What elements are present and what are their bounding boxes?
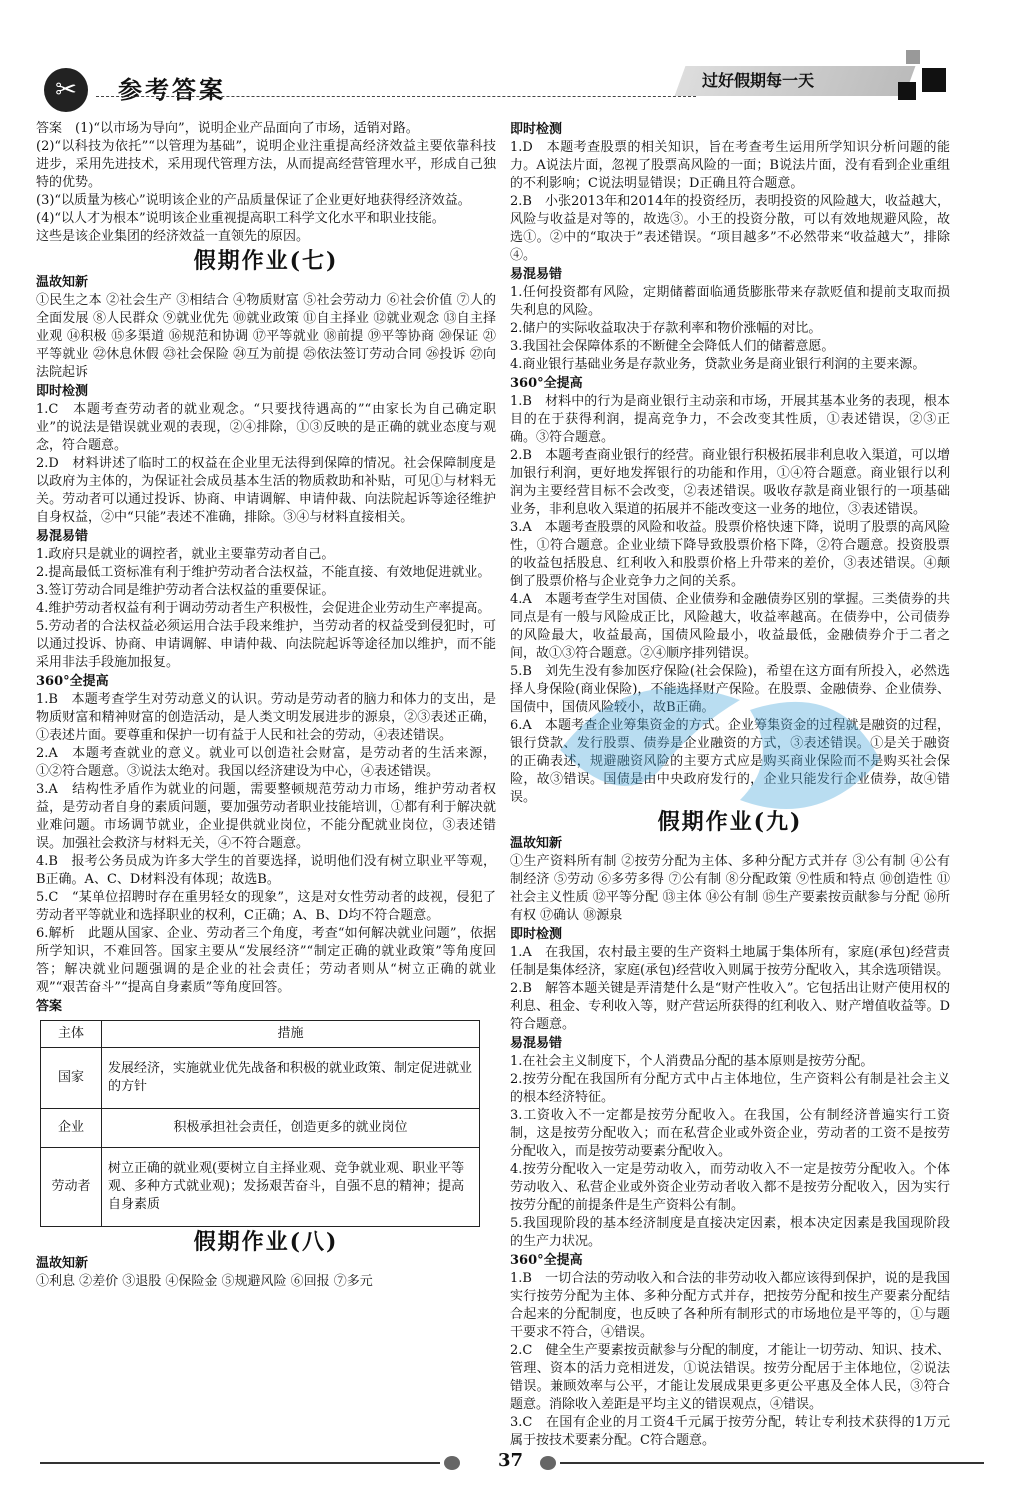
answer-intro-1: 答案 (1)“以市场为导向”，说明企业产品面向了市场，适销对路。 [36, 121, 419, 136]
list-item: 5.B 刘先生没有参加医疗保险(社会保险)，希望在这方面有所投入，必然选择人身保险(商业保险)，不能选择财产保险。在股票、金融债券、企业债券、国债中，国债风险较小，故B正确。 [510, 664, 950, 715]
list-item: 2.A 本题考查就业的意义。就业可以创造社会财富，是劳动者的生活来源，①②符合题意。③说法太绝对。我国以经济建设为中心，④表述错误。 [36, 746, 496, 779]
section-label: 答案 [36, 999, 63, 1014]
list-item: 1.B 一切合法的劳动收入和合法的非劳动收入都应该得到保护，说的是我国实行按劳分配为主体、多种分配方式并存，把按劳分配和按生产要素分配结合起来的分配制度，也反映了各种所有制形式的市场地位是平等的，①与题干要求不符合，④错误。 [510, 1271, 950, 1340]
section-label: 易混易错 [510, 267, 563, 282]
footer-rule-left [40, 1462, 440, 1464]
section-label: 易混易错 [36, 529, 89, 544]
page-footer [40, 1448, 984, 1478]
header-title: 参考答案 [118, 76, 226, 104]
section-label: 温故知新 [510, 836, 563, 851]
review-answers: ①利息 ②差价 ③退股 ④保险金 ⑤规避风险 ⑥回报 ⑦多元 [36, 1274, 373, 1289]
table-row [41, 1109, 480, 1148]
answer-intro-2: (2)“以科技为依托”“以管理为基础”，说明企业注重提高经济效益主要依靠科技进步，采用先进技术，采用现代管理方法，从而提高经营管理水平，形成自己独特的优势。 [36, 139, 496, 190]
homework-9-title: 假期作业(九) [657, 809, 803, 835]
section-label: 即时检测 [36, 384, 89, 399]
page-header [0, 0, 1024, 120]
answer-table [40, 1020, 480, 1227]
section-label: 即时检测 [510, 927, 563, 942]
section-label: 360°全提高 [510, 1253, 583, 1268]
section-label: 易混易错 [510, 1036, 563, 1051]
list-item: 3.我国社会保障体系的不断健全会降低人们的储蓄意愿。 [510, 339, 835, 354]
list-item: 3.签订劳动合同是维护劳动者合法权益的重要保证。 [36, 583, 335, 598]
section-label: 温故知新 [36, 1256, 89, 1271]
table-row [41, 1148, 480, 1227]
table-cell: 国家 [41, 1048, 102, 1109]
list-item: 3.工资收入不一定都是按劳分配收入。在我国，公有制经济普遍实行工资制，这是按劳分配收入；而在私营企业或外资企业，劳动者的工资不是按劳分配收入，而是按劳动要素分配收入。 [510, 1108, 950, 1159]
header-slogan: 过好假期每一天 [702, 71, 815, 90]
section-label: 即时检测 [510, 122, 563, 137]
list-item: 1.政府只是就业的调控者，就业主要靠劳动者自己。 [36, 547, 335, 562]
list-item: 6.A 本题考查企业筹集资金的方式。企业筹集资金的过程就是融资的过程，银行贷款、发行股票、债券是企业融资的方式，③表述错误。①是关于融资的正确表述，规避融资风险的主要方式应是购买商业保险而不是购买社会保险，故③错误。国债是由中央政府发行的，企业只能发行企业债券，故④错误。 [510, 718, 950, 805]
table-header-cell: 主体 [41, 1021, 102, 1048]
list-item: 1.B 本题考查学生对劳动意义的认识。劳动是劳动者的脑力和体力的支出，是物质财富和精神财富的创造活动，是人类文明发展进步的源泉，②③表述正确，①表述片面。要尊重和保护一切有益于人民和社会的劳动，④表述错误。 [36, 692, 496, 743]
list-item: 2.提高最低工资标准有利于维护劳动者合法权益，不能直接、有效地促进就业。 [36, 565, 491, 580]
list-item: 1.在社会主义制度下，个人消费品分配的基本原则是按劳分配。 [510, 1054, 874, 1069]
list-item: 1.C 本题考查劳动者的就业观念。“只要找待遇高的”“由家长为自己确定职业”的说法是错误就业观的表现，②④排除，①③反映的是正确的就业态度与观念，符合题意。 [36, 402, 496, 453]
footer-rule-right [560, 1462, 984, 1464]
list-item: 2.C 健全生产要素按贡献参与分配的制度，才能让一切劳动、知识、技术、管理、资本的活力竞相迸发，①说法错误。按劳分配居于主体地位，②说法错误。兼顾效率与公平，才能让发展成果更多更公平惠及全体人民，③符合题意。消除收入差距是平均主义的错误观点，④错误。 [510, 1343, 950, 1412]
list-item: 4.B 报考公务员成为许多大学生的首要选择，说明他们没有树立职业平等观，B正确。A、C、D材料没有体现；故选B。 [36, 854, 496, 887]
list-item: 1.D 本题考查股票的相关知识，旨在考查考生运用所学知识分析问题的能力。A说法片面，忽视了股票高风险的一面；B说法片面，没有看到企业重组的不利影响；C说法明显错误；D正确且符合题意。 [510, 140, 950, 191]
footer-dot-right [540, 1456, 556, 1470]
header-divider [96, 96, 696, 97]
footer-dot-left [444, 1456, 460, 1470]
review-answers: ①民生之本 ②社会生产 ③相结合 ④物质财富 ⑤社会劳动力 ⑥社会价值 ⑦人的全面发展 ⑧人民群众 ⑨就业优先 ⑩就业政策 ⑪自主择业 ⑫就业观念 ⑬自主择业观 ⑭积极 ⑮多渠道 ⑯规范和协调 ⑰平等就业 ⑱前提 ⑲平等协商 ⑳保证 ㉑平等就业 ㉒休息休假 ㉓社会保险 ㉔互为前提 ㉕依法签订劳动合同 ㉖投诉 ㉗向法院起诉 [36, 293, 496, 380]
page-number: 37 [498, 1450, 524, 1471]
table-cell: 积极承担社会责任，创造更多的就业岗位 [102, 1109, 480, 1148]
list-item: 2.B 解答本题关键是弄清楚什么是“财产性收入”。它包括出让财产使用权的利息、租金、专利收入等，财产营运所获得的红利收入、财产增值收益等。D符合题意。 [510, 981, 950, 1032]
scissors-icon: ✂ [44, 68, 88, 112]
answer-intro-4: (4)“以人才为根本”说明该企业重视提高职工科学文化水平和职业技能。 [36, 211, 445, 226]
list-item: 2.D 材料讲述了临时工的权益在企业里无法得到保障的情况。社会保障制度是以政府为主体的，为保证社会成员基本生活的物质救助和补贴，可见①与材料无关。劳动者可以通过投诉、协商、申请调解、申请仲裁、向法院起诉等途径维护自身权益，②中“只能”表述不准确，排除。③④与材料直接相关。 [36, 456, 496, 525]
table-row [41, 1048, 480, 1109]
list-item: 5.我国现阶段的基本经济制度是直接决定因素，根本决定因素是我国现阶段的生产力状况。 [510, 1216, 950, 1249]
table-header-cell: 措施 [102, 1021, 480, 1048]
list-item: 2.B 本题考查商业银行的经营。商业银行积极拓展非利息收入渠道，可以增加银行利润，更好地发挥银行的功能和作用，①④符合题意。商业银行以利润为主要经营目标不会改变，②表述错误。吸收存款是商业银行的一项基础业务，非利息收入渠道的拓展并不能改变这一业务的地位，③表述错误。 [510, 448, 950, 517]
list-item: 4.A 本题考查学生对国债、企业债券和金融债券区别的掌握。三类债券的共同点是有一般与风险成正比，风险越大，收益率越高。在债券中，公司债券的风险最大，收益最高，国债风险最小，收益最低，金融债券介于二者之间，故①③符合题意。②④顺序排列错误。 [510, 592, 950, 661]
table-cell: 企业 [41, 1109, 102, 1148]
list-item: 6.解析 此题从国家、企业、劳动者三个角度，考查“如何解决就业问题”，依据所学知识，不难回答。国家主要从“发展经济”“制定正确的就业政策”等角度回答；解决就业问题强调的是企业的社会责任；劳动者则从“树立正确的就业观”“艰苦奋斗”“提高自身素质”等角度回答。 [36, 926, 496, 995]
list-item: 4.按劳分配收入一定是劳动收入，而劳动收入不一定是按劳分配收入。个体劳动收入、私营企业或外资企业劳动者收入都不是按劳分配收入，因为实行按劳分配的前提条件是生产资料公有制。 [510, 1162, 950, 1213]
section-label: 360°全提高 [36, 674, 109, 689]
list-item: 2.储户的实际收益取决于存款利率和物价涨幅的对比。 [510, 321, 822, 336]
list-item: 5.C “某单位招聘时存在重男轻女的现象”，这是对女性劳动者的歧视，侵犯了劳动者平等就业和选择职业的权利，C正确；A、B、D均不符合题意。 [36, 890, 496, 923]
section-label: 温故知新 [36, 275, 89, 290]
table-cell: 树立正确的就业观(要树立自主择业观、竞争就业观、职业平等观、多种方式就业观)；发扬艰苦奋斗，自强不息的精神；提高自身素质 [102, 1148, 480, 1227]
list-item: 3.A 结构性矛盾作为就业的问题，需要整顿规范劳动力市场，维护劳动者权益，是劳动者自身的素质问题，要加强劳动者职业技能培训，①都有利于解决就业难问题。市场调节就业，企业提供就业岗位，不能分配就业岗位，③表述错误。加强社会救济与材料无关，④不符合题意。 [36, 782, 496, 851]
list-item: 1.任何投资都有风险，定期储蓄面临通货膨胀带来存款贬值和提前支取而损失利息的风险。 [510, 285, 950, 318]
homework-7-title: 假期作业(七) [193, 248, 339, 274]
table-cell: 发展经济，实施就业优先战备和积极的就业政策、制定促进就业的方针 [102, 1048, 480, 1109]
answer-intro-3: (3)“以质量为核心”说明该企业的产品质量保证了企业更好地获得经济效益。 [36, 193, 471, 208]
list-item: 1.A 在我国，农村最主要的生产资料土地属于集体所有，家庭(承包)经营责任制是集体经济，家庭(承包)经营收入则属于按劳分配收入，其余选项错误。 [510, 945, 950, 978]
table-header-row [41, 1021, 480, 1048]
review-answers: ①生产资料所有制 ②按劳分配为主体、多种分配方式并存 ③公有制 ④公有制经济 ⑤劳动 ⑥多劳多得 ⑦公有制 ⑧分配政策 ⑨性质和特点 ⑩创造性 ⑪社会主义性质 ⑫平等分配 ⑬主体 ⑭公有制 ⑮生产要素按贡献参与分配 ⑯所有权 ⑰确认 ⑱源泉 [510, 854, 950, 923]
section-label: 360°全提高 [510, 376, 583, 391]
list-item: 4.商业银行基础业务是存款业务，贷款业务是商业银行利润的主要来源。 [510, 357, 926, 372]
left-column [36, 120, 496, 1291]
list-item: 4.维护劳动者权益有利于调动劳动者生产积极性，会促进企业劳动生产率提高。 [36, 601, 491, 616]
header-slogan-banner [675, 66, 916, 96]
list-item: 3.A 本题考查股票的风险和收益。股票价格快速下降，说明了股票的高风险性，①符合题意。企业业绩下降导致股票价格下降，②符合题意。投资股票的收益包括股息、红利收入和股票价格上升带来的差价，③表述错误。④颠倒了股票价格与企业竞争力之间的关系。 [510, 520, 950, 589]
list-item: 1.B 材料中的行为是商业银行主动亲和市场，开展其基本业务的表现，根本目的在于获得利润，提高竞争力，不会改变其性质，①表述错误，②③正确。③符合题意。 [510, 394, 950, 445]
table-cell: 劳动者 [41, 1148, 102, 1227]
list-item: 5.劳动者的合法权益必须运用合法手段来维护，当劳动者的权益受到侵犯时，可以通过投诉、协商、申请调解、申请仲裁、向法院起诉等途径加以维护，而不能采用非法手段施加报复。 [36, 619, 496, 670]
answer-intro-5: 这些是该企业集团的经济效益一直领先的原因。 [36, 229, 310, 244]
right-column [510, 120, 950, 1450]
list-item: 2.B 小张2013年和2014年的投资经历，表明投资的风险越大，收益越大，风险与收益是对等的，故选③。小王的投资分散，可以有效地规避风险，故选①。②中的“取决于”表述错误。“项目越多”不必然带来“收益越大”，排除④。 [510, 194, 950, 263]
list-item: 2.按劳分配在我国所有分配方式中占主体地位，生产资料公有制是社会主义的根本经济特征。 [510, 1072, 950, 1105]
list-item: 3.C 在国有企业的月工资4千元属于按劳分配，转让专利技术获得的1万元属于按技术要素分配。C符合题意。 [510, 1415, 950, 1448]
homework-8-title: 假期作业(八) [193, 1229, 339, 1255]
